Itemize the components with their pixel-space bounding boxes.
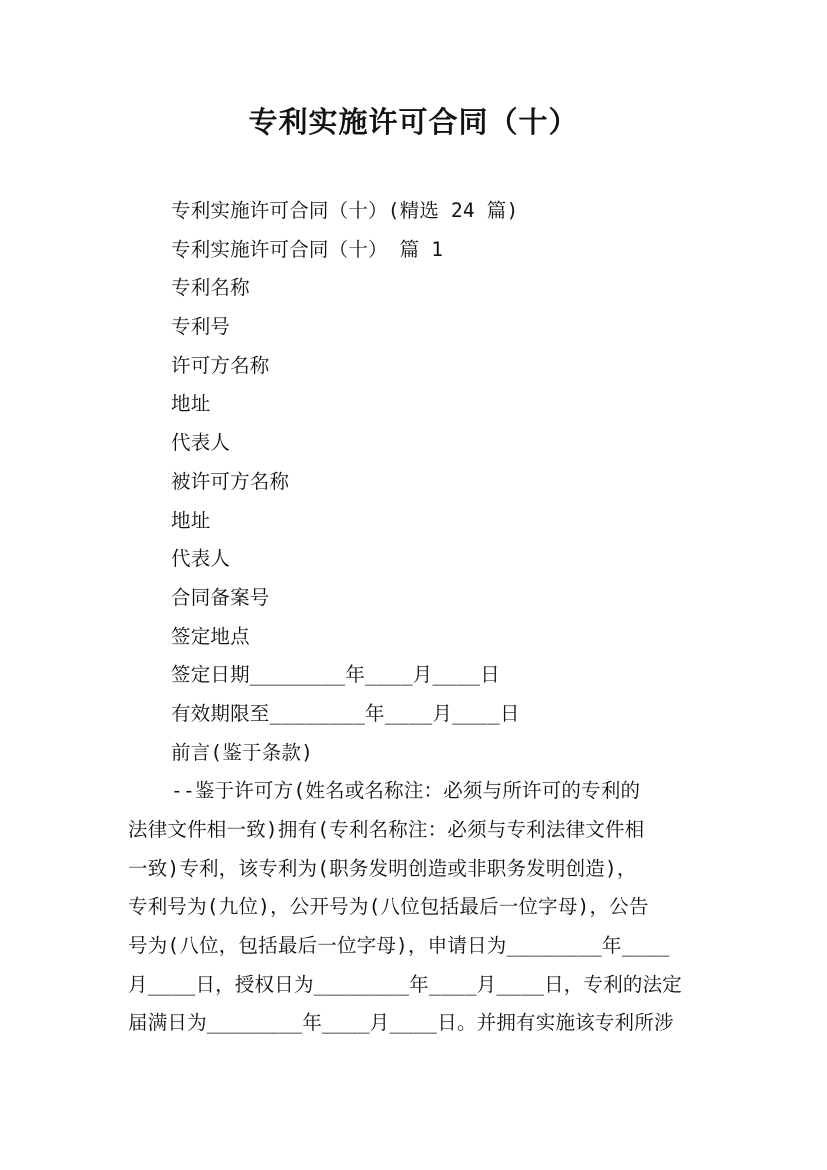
text-line: 签定地点 [171,624,250,648]
text-line: 专利名称 [171,276,250,300]
text-line: 前言(鉴于条款) [171,740,314,764]
text-line: 专利号 [171,315,231,339]
paragraph-line: 月____日，授权日为________年____月____日，专利的法定 [128,972,682,996]
text-line: 被许可方名称 [171,469,290,493]
document-body [128,192,703,1043]
paragraph-line: 届满日为________年____月____日。并拥有实施该专利所涉 [128,1011,674,1035]
paragraph-line: 号为(八位，包括最后一位字母)，申请日为________年____ [128,934,670,958]
text-line: 代表人 [171,547,231,571]
text-line: 合同备案号 [171,585,270,609]
text-line: 地址 [171,508,211,532]
text-line: 专利实施许可合同（十） 篇 1 [171,237,444,261]
text-line: 专利实施许可合同（十）(精选 24 篇) [171,199,519,222]
paragraph-line: 专利号为(九位)，公开号为(八位包括最后一位字母)，公告 [128,895,649,919]
paragraph-line: --鉴于许可方(姓名或名称注：必须与所许可的专利的 [171,779,641,803]
document-title: 专利实施许可合同（十） [248,105,579,139]
text-line: 许可方名称 [171,353,270,377]
text-line: 有效期限至________年____月____日 [171,701,520,725]
text-line: 签定日期________年____月____日 [171,663,500,687]
text-line: 地址 [171,392,211,416]
paragraph-line: 一致)专利，该专利为(职务发明创造或非职务发明创造)， [128,856,637,880]
text-line: 代表人 [171,431,231,455]
paragraph-line: 法律文件相一致)拥有(专利名称注：必须与专利法律文件相 [128,818,645,841]
